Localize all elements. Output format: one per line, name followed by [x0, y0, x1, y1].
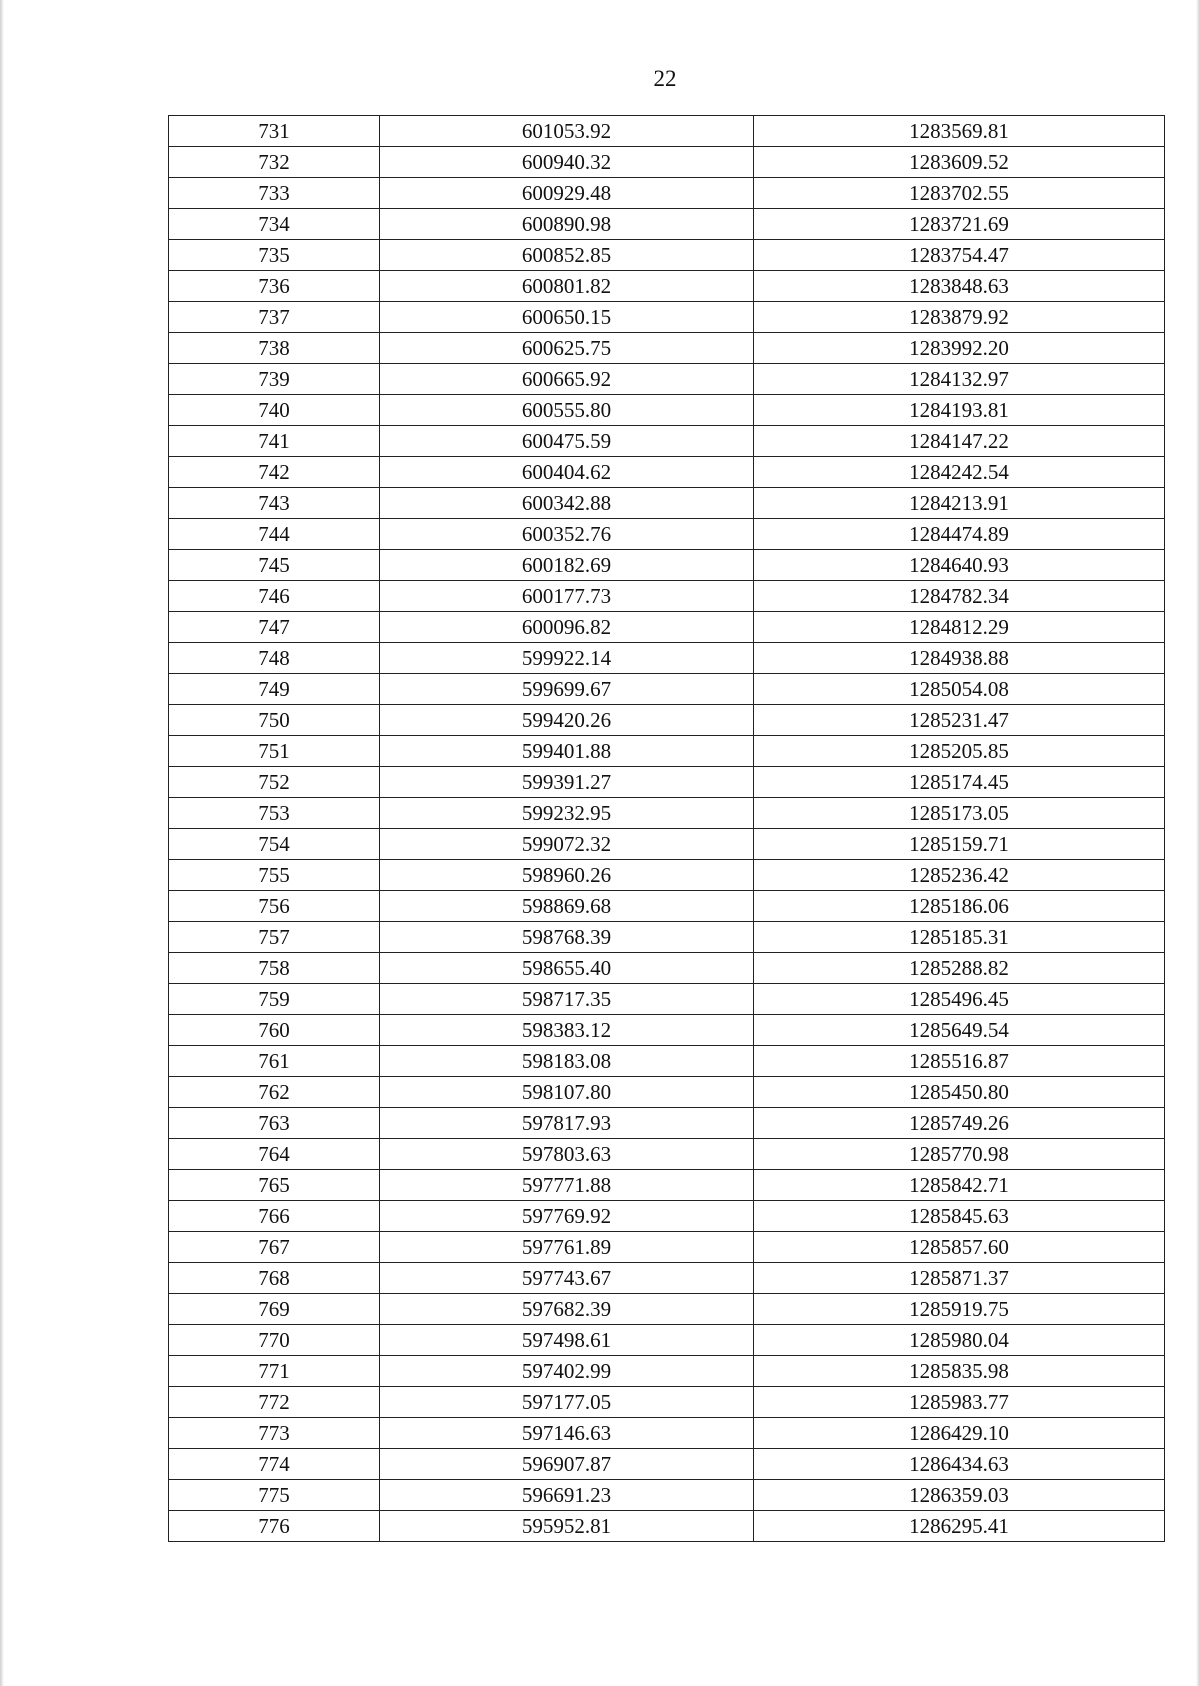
y-coordinate-cell: 1285649.54: [754, 1015, 1165, 1046]
table-row: [169, 953, 1165, 984]
x-coordinate-cell: 600890.98: [380, 209, 754, 240]
y-coordinate-cell: 1284132.97: [754, 364, 1165, 395]
table-row: [169, 302, 1165, 333]
x-coordinate-cell: 598960.26: [380, 860, 754, 891]
point-number-cell: 738: [169, 333, 380, 364]
table-row: [169, 1201, 1165, 1232]
x-coordinate-cell: 598717.35: [380, 984, 754, 1015]
y-coordinate-cell: 1283879.92: [754, 302, 1165, 333]
table-row: [169, 612, 1165, 643]
table-row: [169, 1139, 1165, 1170]
y-coordinate-cell: 1286359.03: [754, 1480, 1165, 1511]
x-coordinate-cell: 600625.75: [380, 333, 754, 364]
table-row: [169, 240, 1165, 271]
x-coordinate-cell: 599391.27: [380, 767, 754, 798]
x-coordinate-cell: 601053.92: [380, 116, 754, 147]
point-number-cell: 732: [169, 147, 380, 178]
y-coordinate-cell: 1284812.29: [754, 612, 1165, 643]
x-coordinate-cell: 598183.08: [380, 1046, 754, 1077]
point-number-cell: 749: [169, 674, 380, 705]
x-coordinate-cell: 599922.14: [380, 643, 754, 674]
y-coordinate-cell: 1285186.06: [754, 891, 1165, 922]
x-coordinate-cell: 597803.63: [380, 1139, 754, 1170]
table-row: [169, 767, 1165, 798]
point-number-cell: 739: [169, 364, 380, 395]
point-number-cell: 772: [169, 1387, 380, 1418]
x-coordinate-cell: 597761.89: [380, 1232, 754, 1263]
x-coordinate-cell: 599232.95: [380, 798, 754, 829]
y-coordinate-cell: 1283754.47: [754, 240, 1165, 271]
point-number-cell: 735: [169, 240, 380, 271]
point-number-cell: 775: [169, 1480, 380, 1511]
table-row: [169, 1108, 1165, 1139]
table-row: [169, 1077, 1165, 1108]
table-row: [169, 1294, 1165, 1325]
x-coordinate-cell: 597771.88: [380, 1170, 754, 1201]
x-coordinate-cell: 597769.92: [380, 1201, 754, 1232]
x-coordinate-cell: 599072.32: [380, 829, 754, 860]
coordinate-table-body: [169, 116, 1165, 1542]
point-number-cell: 765: [169, 1170, 380, 1201]
table-row: [169, 736, 1165, 767]
x-coordinate-cell: 600404.62: [380, 457, 754, 488]
y-coordinate-cell: 1283609.52: [754, 147, 1165, 178]
point-number-cell: 737: [169, 302, 380, 333]
point-number-cell: 776: [169, 1511, 380, 1542]
y-coordinate-cell: 1284147.22: [754, 426, 1165, 457]
table-row: [169, 1325, 1165, 1356]
x-coordinate-cell: 600475.59: [380, 426, 754, 457]
x-coordinate-cell: 600182.69: [380, 550, 754, 581]
y-coordinate-cell: 1286429.10: [754, 1418, 1165, 1449]
scan-edge-right: [1196, 0, 1200, 1686]
y-coordinate-cell: 1284193.81: [754, 395, 1165, 426]
y-coordinate-cell: 1285980.04: [754, 1325, 1165, 1356]
point-number-cell: 760: [169, 1015, 380, 1046]
table-row: [169, 395, 1165, 426]
scan-edge-left: [0, 0, 4, 1686]
point-number-cell: 736: [169, 271, 380, 302]
y-coordinate-cell: 1285871.37: [754, 1263, 1165, 1294]
point-number-cell: 742: [169, 457, 380, 488]
table-row: [169, 209, 1165, 240]
point-number-cell: 768: [169, 1263, 380, 1294]
table-row: [169, 333, 1165, 364]
point-number-cell: 756: [169, 891, 380, 922]
y-coordinate-cell: 1285516.87: [754, 1046, 1165, 1077]
point-number-cell: 771: [169, 1356, 380, 1387]
table-row: [169, 1015, 1165, 1046]
y-coordinate-cell: 1283721.69: [754, 209, 1165, 240]
table-row: [169, 1511, 1165, 1542]
x-coordinate-cell: 600555.80: [380, 395, 754, 426]
y-coordinate-cell: 1284640.93: [754, 550, 1165, 581]
x-coordinate-cell: 597146.63: [380, 1418, 754, 1449]
point-number-cell: 770: [169, 1325, 380, 1356]
y-coordinate-cell: 1285159.71: [754, 829, 1165, 860]
point-number-cell: 755: [169, 860, 380, 891]
x-coordinate-cell: 600940.32: [380, 147, 754, 178]
point-number-cell: 748: [169, 643, 380, 674]
table-row: [169, 147, 1165, 178]
point-number-cell: 764: [169, 1139, 380, 1170]
x-coordinate-cell: 600096.82: [380, 612, 754, 643]
table-row: [169, 1046, 1165, 1077]
table-row: [169, 581, 1165, 612]
x-coordinate-cell: 595952.81: [380, 1511, 754, 1542]
table-row: [169, 1387, 1165, 1418]
point-number-cell: 752: [169, 767, 380, 798]
table-row: [169, 457, 1165, 488]
y-coordinate-cell: 1284474.89: [754, 519, 1165, 550]
y-coordinate-cell: 1283848.63: [754, 271, 1165, 302]
table-row: [169, 1170, 1165, 1201]
y-coordinate-cell: 1285919.75: [754, 1294, 1165, 1325]
table-row: [169, 705, 1165, 736]
y-coordinate-cell: 1283702.55: [754, 178, 1165, 209]
point-number-cell: 763: [169, 1108, 380, 1139]
y-coordinate-cell: 1284938.88: [754, 643, 1165, 674]
y-coordinate-cell: 1285842.71: [754, 1170, 1165, 1201]
point-number-cell: 740: [169, 395, 380, 426]
table-row: [169, 364, 1165, 395]
point-number-cell: 745: [169, 550, 380, 581]
table-row: [169, 1418, 1165, 1449]
x-coordinate-cell: 596691.23: [380, 1480, 754, 1511]
point-number-cell: 733: [169, 178, 380, 209]
table-row: [169, 891, 1165, 922]
point-number-cell: 757: [169, 922, 380, 953]
point-number-cell: 743: [169, 488, 380, 519]
x-coordinate-cell: 597743.67: [380, 1263, 754, 1294]
point-number-cell: 753: [169, 798, 380, 829]
y-coordinate-cell: 1285231.47: [754, 705, 1165, 736]
x-coordinate-cell: 600177.73: [380, 581, 754, 612]
x-coordinate-cell: 600352.76: [380, 519, 754, 550]
point-number-cell: 751: [169, 736, 380, 767]
table-row: [169, 178, 1165, 209]
x-coordinate-cell: 596907.87: [380, 1449, 754, 1480]
table-row: [169, 860, 1165, 891]
table-row: [169, 271, 1165, 302]
table-row: [169, 1263, 1165, 1294]
y-coordinate-cell: 1285185.31: [754, 922, 1165, 953]
y-coordinate-cell: 1285983.77: [754, 1387, 1165, 1418]
point-number-cell: 731: [169, 116, 380, 147]
point-number-cell: 754: [169, 829, 380, 860]
y-coordinate-cell: 1283569.81: [754, 116, 1165, 147]
table-row: [169, 984, 1165, 1015]
x-coordinate-cell: 598869.68: [380, 891, 754, 922]
point-number-cell: 761: [169, 1046, 380, 1077]
y-coordinate-cell: 1285450.80: [754, 1077, 1165, 1108]
coordinate-table: [168, 115, 1165, 1542]
point-number-cell: 767: [169, 1232, 380, 1263]
y-coordinate-cell: 1285054.08: [754, 674, 1165, 705]
table-row: [169, 426, 1165, 457]
x-coordinate-cell: 600650.15: [380, 302, 754, 333]
x-coordinate-cell: 597177.05: [380, 1387, 754, 1418]
y-coordinate-cell: 1285288.82: [754, 953, 1165, 984]
y-coordinate-cell: 1285236.42: [754, 860, 1165, 891]
point-number-cell: 766: [169, 1201, 380, 1232]
x-coordinate-cell: 600801.82: [380, 271, 754, 302]
table-row: [169, 829, 1165, 860]
point-number-cell: 744: [169, 519, 380, 550]
table-row: [169, 922, 1165, 953]
table-row: [169, 519, 1165, 550]
y-coordinate-cell: 1285496.45: [754, 984, 1165, 1015]
table-row: [169, 1356, 1165, 1387]
x-coordinate-cell: 598107.80: [380, 1077, 754, 1108]
x-coordinate-cell: 600665.92: [380, 364, 754, 395]
point-number-cell: 758: [169, 953, 380, 984]
table-row: [169, 1480, 1165, 1511]
y-coordinate-cell: 1284242.54: [754, 457, 1165, 488]
y-coordinate-cell: 1286295.41: [754, 1511, 1165, 1542]
point-number-cell: 746: [169, 581, 380, 612]
point-number-cell: 759: [169, 984, 380, 1015]
x-coordinate-cell: 600342.88: [380, 488, 754, 519]
page-number: 22: [653, 66, 677, 91]
x-coordinate-cell: 599401.88: [380, 736, 754, 767]
x-coordinate-cell: 597817.93: [380, 1108, 754, 1139]
table-row: [169, 550, 1165, 581]
y-coordinate-cell: 1283992.20: [754, 333, 1165, 364]
y-coordinate-cell: 1284782.34: [754, 581, 1165, 612]
table-row: [169, 643, 1165, 674]
table-row: [169, 798, 1165, 829]
table-row: [169, 488, 1165, 519]
table-row: [169, 674, 1165, 705]
table-row: [169, 1449, 1165, 1480]
y-coordinate-cell: 1285835.98: [754, 1356, 1165, 1387]
point-number-cell: 774: [169, 1449, 380, 1480]
x-coordinate-cell: 598655.40: [380, 953, 754, 984]
point-number-cell: 747: [169, 612, 380, 643]
x-coordinate-cell: 597682.39: [380, 1294, 754, 1325]
y-coordinate-cell: 1285770.98: [754, 1139, 1165, 1170]
point-number-cell: 762: [169, 1077, 380, 1108]
y-coordinate-cell: 1285845.63: [754, 1201, 1165, 1232]
point-number-cell: 741: [169, 426, 380, 457]
point-number-cell: 769: [169, 1294, 380, 1325]
y-coordinate-cell: 1284213.91: [754, 488, 1165, 519]
x-coordinate-cell: 597498.61: [380, 1325, 754, 1356]
x-coordinate-cell: 599699.67: [380, 674, 754, 705]
y-coordinate-cell: 1285174.45: [754, 767, 1165, 798]
y-coordinate-cell: 1286434.63: [754, 1449, 1165, 1480]
table-row: [169, 116, 1165, 147]
point-number-cell: 773: [169, 1418, 380, 1449]
x-coordinate-cell: 598768.39: [380, 922, 754, 953]
y-coordinate-cell: 1285173.05: [754, 798, 1165, 829]
point-number-cell: 734: [169, 209, 380, 240]
y-coordinate-cell: 1285857.60: [754, 1232, 1165, 1263]
table-row: [169, 1232, 1165, 1263]
x-coordinate-cell: 600852.85: [380, 240, 754, 271]
point-number-cell: 750: [169, 705, 380, 736]
x-coordinate-cell: 597402.99: [380, 1356, 754, 1387]
x-coordinate-cell: 598383.12: [380, 1015, 754, 1046]
x-coordinate-cell: 599420.26: [380, 705, 754, 736]
y-coordinate-cell: 1285749.26: [754, 1108, 1165, 1139]
y-coordinate-cell: 1285205.85: [754, 736, 1165, 767]
x-coordinate-cell: 600929.48: [380, 178, 754, 209]
